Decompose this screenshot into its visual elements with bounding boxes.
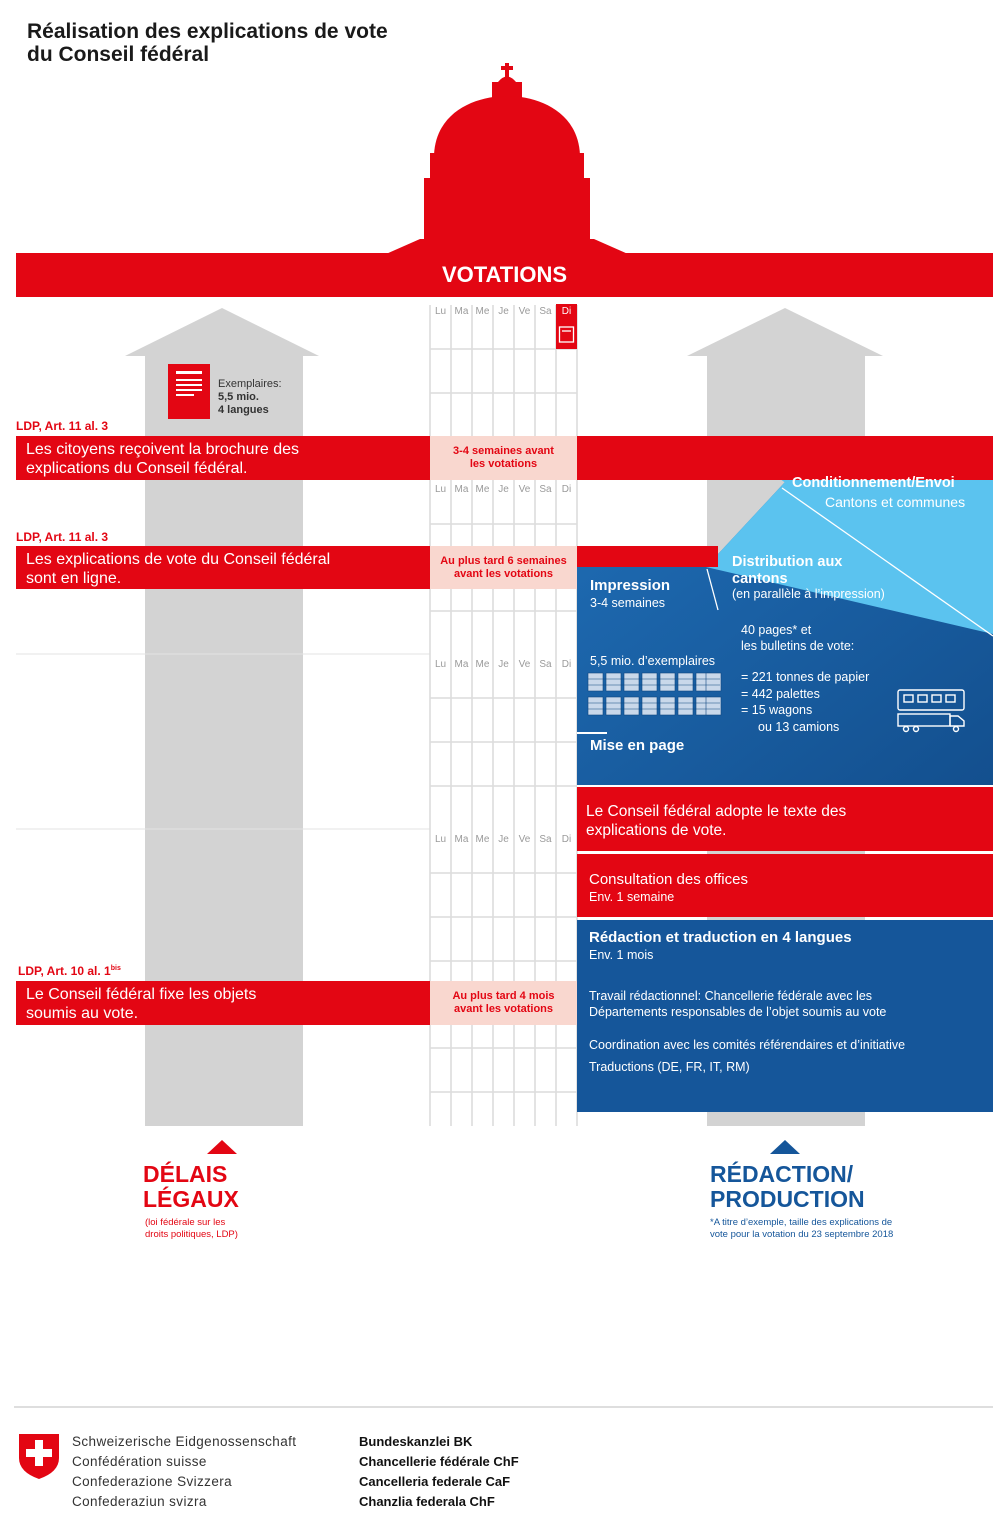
deadline-line: avant les votations (453, 1003, 554, 1015)
deadline-line: Au plus tard 6 semaines (440, 555, 567, 567)
brochure-languages: 4 langues (218, 404, 269, 416)
title-line-1: Réalisation des explications de vote (27, 20, 388, 43)
redaction-item-line: Départements responsables de l’objet soumis au vote (589, 1005, 887, 1019)
redaction-item-line: Travail rédactionnel: Chancellerie fédérale avec les (589, 989, 873, 1003)
confederation-name: Confederaziun svizra (72, 1494, 207, 1509)
legal-step-text (26, 985, 256, 1023)
confederation-name: Confederazione Svizzera (72, 1474, 233, 1489)
legal-deadlines-title-line: LÉGAUX (143, 1186, 239, 1212)
weekday-label: Lu (434, 306, 447, 317)
weekday-label: Lu (434, 659, 447, 670)
adoption-text-line: explications de vote. (586, 822, 727, 839)
weekday-label: Me (475, 659, 490, 670)
brochure-label: Exemplaires: (218, 378, 282, 390)
weekday-label: Lu (434, 484, 447, 495)
weekday-label: Ma (454, 834, 469, 845)
adoption-text (586, 802, 846, 840)
weekday-label: Me (475, 306, 490, 317)
legal-step-text-line: explications du Conseil fédéral. (26, 460, 248, 477)
brochure-info (218, 378, 282, 417)
legal-ref (18, 964, 121, 978)
deadline-badge (430, 546, 577, 589)
weekday-label: Lu (434, 834, 447, 845)
weekday-label: Ve (518, 306, 531, 317)
facts-line: = 221 tonnes de papier (741, 670, 870, 684)
legal-deadlines-sub (145, 1217, 238, 1241)
legal-step-bar-right (577, 436, 993, 480)
consultation-sub: Env. 1 semaine (589, 890, 675, 904)
legal-deadlines-title-line: DÉLAIS (143, 1161, 228, 1187)
weekday-label: Je (498, 306, 509, 317)
legal-step-bar-right (577, 546, 718, 567)
deadline-line: avant les votations (453, 568, 554, 580)
production-note-line: *A titre d’exemple, taille des explications de (710, 1217, 893, 1228)
weekday-label: Sa (539, 306, 552, 317)
right-triangle-icon (770, 1140, 800, 1154)
production-note-line: vote pour la votation du 23 septembre 2018 (710, 1229, 894, 1240)
facts-list (741, 669, 869, 735)
redaction-item: Traductions (DE, FR, IT, RM) (589, 1060, 750, 1074)
legal-step-text-line: sont en ligne. (26, 570, 122, 587)
weekday-label: Di (561, 659, 572, 670)
distribution-title (732, 554, 842, 588)
redaction-item (589, 988, 886, 1020)
impression-title: Impression (590, 577, 671, 594)
facts-line: les bulletins de vote: (741, 639, 855, 653)
federal-palace-icon (386, 63, 628, 254)
title-line-2: du Conseil fédéral (27, 43, 210, 66)
weekday-label: Je (498, 484, 509, 495)
weekday-label: Ma (454, 484, 469, 495)
agency-name: Chanzlia federala ChF (359, 1494, 495, 1509)
agency-names (359, 1432, 519, 1512)
conditionnement-title: Conditionnement/Envoi (792, 475, 955, 491)
agency-name: Bundeskanzlei BK (359, 1434, 473, 1449)
deadline-line: 3-4 semaines avant (453, 445, 554, 457)
deadline-badge (430, 436, 577, 480)
confederation-name: Confédération suisse (72, 1454, 207, 1469)
legal-deadlines-title (143, 1162, 239, 1212)
production-title (710, 1162, 865, 1212)
consultation-title: Consultation des offices (589, 871, 748, 888)
weekday-label: Ve (518, 834, 531, 845)
distribution-title-line: Distribution aux (732, 554, 843, 570)
deadline-line: Au plus tard 4 mois (452, 990, 555, 1002)
production-title-line: RÉDACTION/ (710, 1161, 854, 1187)
weekday-label: Di (561, 834, 572, 845)
adoption-text-line: Le Conseil fédéral adopte le texte des (586, 803, 847, 820)
legal-deadlines-sub-line: droits politiques, LDP) (145, 1229, 238, 1240)
weekday-label: Ma (454, 306, 469, 317)
impression-sub: 3-4 semaines (590, 596, 666, 610)
distribution-sub: (en parallèle à l’impression) (732, 587, 885, 601)
agency-name: Chancellerie fédérale ChF (359, 1454, 519, 1469)
left-triangle-icon (207, 1140, 237, 1154)
weekday-label: Sa (539, 834, 552, 845)
legal-step-text-line: Les citoyens reçoivent la brochure des (26, 441, 300, 458)
weekday-label: Me (475, 834, 490, 845)
deadline-line: les votations (469, 458, 538, 470)
conditionnement-sub: Cantons et communes (825, 494, 966, 510)
weekday-label: Je (498, 834, 509, 845)
weekday-label: Di (561, 306, 572, 317)
redaction-sub: Env. 1 mois (589, 948, 654, 962)
redaction-title: Rédaction et traduction en 4 langues (589, 929, 852, 946)
production-title-line: PRODUCTION (710, 1186, 865, 1212)
weekday-label: Me (475, 484, 490, 495)
facts-line: = 442 palettes (741, 686, 820, 701)
facts-line: 40 pages* et (741, 623, 812, 637)
facts-line: = 15 wagons (741, 703, 813, 717)
legal-step-text-line: Les explications de vote du Conseil fédéral (26, 551, 331, 568)
mise-en-page-label: Mise en page (590, 737, 685, 754)
legal-step-text (26, 440, 299, 478)
legal-ref-text: LDP, Art. 10 al. 1 (18, 964, 111, 978)
confederation-names (72, 1432, 296, 1512)
legal-step-text-line: Le Conseil fédéral fixe les objets (26, 986, 257, 1003)
legal-step-text-line: soumis au vote. (26, 1005, 139, 1022)
legal-ref: LDP, Art. 11 al. 3 (16, 419, 109, 433)
legal-step-text (26, 550, 330, 588)
weekday-label: Ma (454, 659, 469, 670)
brochure-icon (168, 364, 210, 419)
legal-ref: LDP, Art. 11 al. 3 (16, 530, 109, 544)
votations-label: VOTATIONS (441, 262, 568, 287)
weekday-label: Di (561, 484, 572, 495)
legal-ref-sup: bis (110, 965, 121, 972)
swiss-coat-of-arms-icon (19, 1434, 59, 1479)
deadline-badge (430, 981, 577, 1025)
redaction-item: Coordination avec les comités référendaires et d’initiative (589, 1038, 906, 1052)
weekday-label: Ve (518, 484, 531, 495)
weekday-label: Sa (539, 484, 552, 495)
weekday-label: Sa (539, 659, 552, 670)
production-note (710, 1217, 893, 1241)
facts-line: ou 13 camions (758, 719, 840, 734)
facts-pages (741, 622, 854, 654)
agency-name: Cancelleria federale CaF (359, 1474, 511, 1489)
confederation-name: Schweizerische Eidgenossenschaft (72, 1434, 297, 1449)
legal-deadlines-sub-line: (loi fédérale sur les (145, 1217, 226, 1228)
brochure-count: 5,5 mio. (218, 391, 259, 403)
weekday-label: Je (498, 659, 509, 670)
impression-copies: 5,5 mio. d’exemplaires (590, 654, 716, 668)
distribution-title-line: cantons (732, 571, 788, 587)
weekday-label: Ve (518, 659, 531, 670)
